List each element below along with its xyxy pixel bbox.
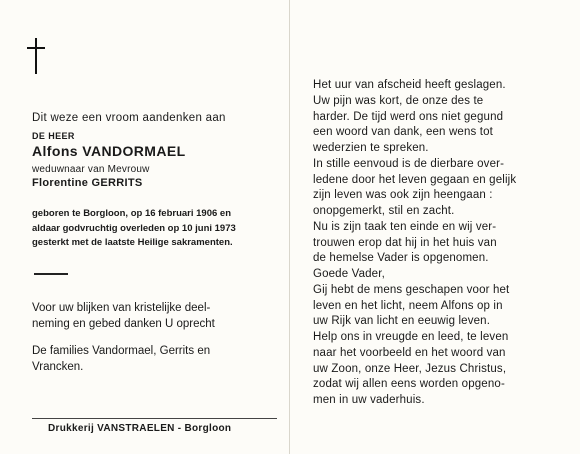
poem-line: wederzien te spreken. [313, 142, 429, 154]
poem-line: Het uur van afscheid heeft geslagen. [313, 79, 506, 91]
poem-line: de hemelse Vader is opgenomen. [313, 252, 489, 265]
poem-line: uw Rijk van licht en eeuwig leven. [313, 315, 491, 328]
families-text [32, 344, 210, 375]
poem-line: leven en het licht, neem Alfons op in [313, 299, 503, 312]
families-line: De families Vandormael, Gerrits en [32, 345, 211, 357]
spouse-name: Florentine GERRITS [32, 177, 143, 189]
birth-line: geboren te Borgloon, op 16 februari 1906 en [32, 208, 232, 219]
poem-line: zodat wij allen eens worden opgeno- [313, 378, 505, 391]
cross-icon [26, 38, 46, 74]
poem-text [313, 78, 516, 409]
thanks-text [32, 301, 215, 332]
deceased-name: Alfons VANDORMAEL [32, 143, 186, 159]
poem-line: naar het voorbeeld en het woord van [313, 346, 506, 359]
thanks-line: neming en gebed danken U oprecht [32, 317, 215, 330]
poem-line: Gij hebt de mens geschapen voor het [313, 283, 510, 296]
printer-credit: Drukkerij VANSTRAELEN - Borgloon [48, 423, 232, 434]
poem-line: ledene door het leven gegaan en gelijk [313, 173, 517, 186]
birth-death-details [32, 207, 282, 251]
poem-line: Uw pijn was kort, de onze des te [313, 94, 484, 107]
families-line: Vrancken. [32, 360, 84, 373]
separator-dash [34, 273, 68, 275]
thanks-line: Voor uw blijken van kristelijke deel- [32, 302, 211, 314]
poem-line: Goede Vader, [313, 268, 385, 280]
left-panel [0, 0, 289, 454]
poem-line: zijn leven was ook zijn heengaan : [313, 189, 493, 202]
intro-text: Dit weze een vroom aandenken aan [32, 112, 226, 124]
poem-line: een woord van dank, een wens tot [313, 126, 493, 139]
poem-line: harder. De tijd werd ons niet gegund [313, 110, 504, 123]
poem-line: Nu is zijn taak ten einde en wij ver- [313, 220, 497, 233]
poem-line: men in uw vaderhuis. [313, 394, 425, 406]
widower-text: weduwnaar van Mevrouw [32, 164, 150, 175]
poem-line: Help ons in vreugde en leed, te leven [313, 331, 509, 343]
poem-line: uw Zoon, onze Heer, Jezus Christus, [313, 362, 507, 375]
poem-line: trouwen erop dat hij in het huis van [313, 236, 497, 249]
death-line: aldaar godvruchtig overleden op 10 juni 1973 [32, 222, 236, 234]
sacraments-line: gesterkt met de laatste Heilige sakramenten. [32, 237, 233, 249]
poem-line: onopgemerkt, stil en zacht. [313, 205, 455, 217]
poem-line: In stille eenvoud is de dierbare over- [313, 157, 505, 170]
right-panel [290, 0, 580, 454]
printer-rule [32, 418, 277, 419]
honorific: DE HEER [32, 131, 75, 141]
